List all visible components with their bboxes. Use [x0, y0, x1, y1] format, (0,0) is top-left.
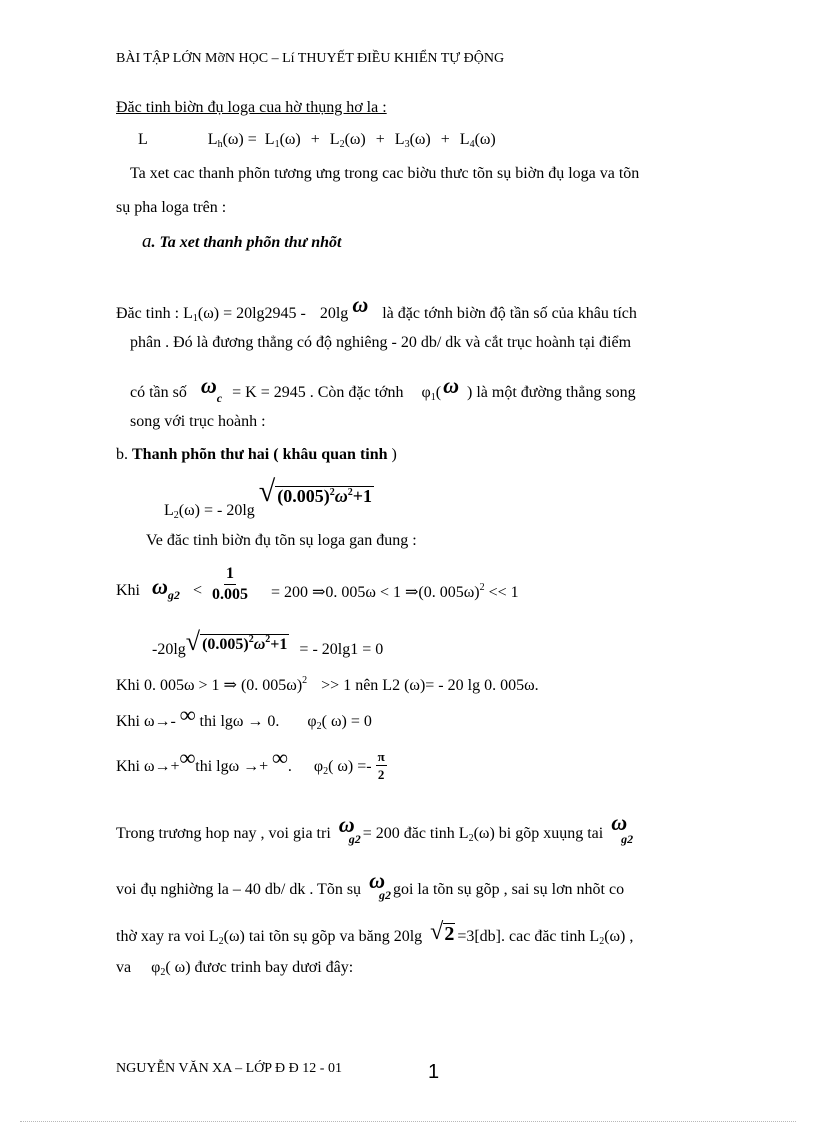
intro-para-line1: Ta xet cac thanh phõn tương ưng trong cac biờu thưc tõn sụ biờn đụ loga va tõn [130, 165, 640, 182]
approx-note: Ve đăc tinh biờn đụ tõn sụ loga gan đung : [146, 532, 417, 549]
page-bottom-divider [20, 1121, 796, 1122]
page-number: 1 [428, 1061, 440, 1083]
pi-numerator: π [377, 749, 385, 764]
section-a-heading: a. Ta xet thanh phõn thư nhõt [142, 231, 342, 252]
section-a-line1: Đăc tinh : $L_1(\omega) = 20\lg 2945 - 20\lg$ ω là đặc tớnh biờn độ tần số của khâu tích [116, 292, 637, 324]
conclusion-line2: voi đụ nghiờng la – 40 db/ dk . Tõn sụ $\omega_{g2}$ goi la tõn sụ gõp , sai sụ lơn nhõt co [116, 868, 625, 902]
eq-L: L [138, 131, 148, 148]
l2-equation: $L_2(\omega)$ = - 20lg √ $(0.005)^2\omega^2+1$ [164, 475, 373, 521]
sum-equation: L $L_h(\omega) = L_1(\omega) + L_2(\omega) + L_3(\omega) + L_4(\omega)$ [138, 131, 496, 150]
zero-equation: -20lg √ $(0.005)^2\omega^2+1$ = - 20lg1 = 0 [152, 627, 384, 658]
conclusion-line3: thờ xay ra voi $L_2(\omega)$ tai tõn sụ gõp va băng 20lg √ 2 =3[db]. cac đăc tinh $L_2(\omega)$ , [116, 919, 634, 947]
section-a-line2: phân . Đó là đương thẳng có độ nghiêng - 20 db/ dk và cắt trục hoành tại điểm [130, 334, 632, 351]
intro-para-line2: sụ pha loga trên : [116, 199, 227, 216]
intro-heading: Đăc tinh biờn đụ loga cua hờ thụng hơ la : [116, 99, 387, 116]
pi-denominator: 2 [377, 767, 385, 782]
infinity-symbol: ∞ [179, 702, 196, 727]
khi-line4: Khi ω→+∞thi lgω →+ ∞. $\varphi_2$( ω) =- $\frac{\pi}{2}$ [116, 745, 385, 782]
fraction-denominator: 0.005 [212, 586, 248, 603]
section-a-line4: song với trục hoành : [130, 413, 266, 430]
page-header: BÀI TẬP LỚN MỡN HỌC – Lí THUYẾT ĐIỀU KHIỂN TỰ ĐỘNG [116, 51, 505, 66]
fraction-numerator: 1 [224, 566, 236, 585]
section-b-heading: b. Thanh phõn thư hai ( khâu quan tinh ) [116, 446, 397, 463]
khi-line3: Khi ω→- ∞ thi lgω → 0. $\varphi_2$( ω) = 0 [116, 702, 372, 732]
conclusion-line4: va $\varphi_2$( ω) đươc trinh bay dươi đây: [116, 959, 354, 978]
khi-line2: Khi 0. 005ω > 1 ⇒ (0. 005ω)$^2$ >> 1 nên L2 (ω)= - 20 lg 0. 005ω. [116, 675, 539, 694]
footer-author: NGUYỄN VĂN XA – LỚP Đ Đ 12 - 01 [116, 1061, 342, 1076]
omega-symbol: ω [352, 292, 369, 317]
section-a-line3: có tần số $\omega_c = K = 2945$ . Còn đặc tớnh $\varphi_1(\omega$ ) là một đường thẳng song [130, 373, 636, 405]
conclusion-line1: Trong trương hop nay , voi gia tri $\omega_{g2} = 200$ đăc tinh $L_2(\omega)$ bi gõp xuụng tai $\omega_{g2}$ [116, 810, 634, 846]
